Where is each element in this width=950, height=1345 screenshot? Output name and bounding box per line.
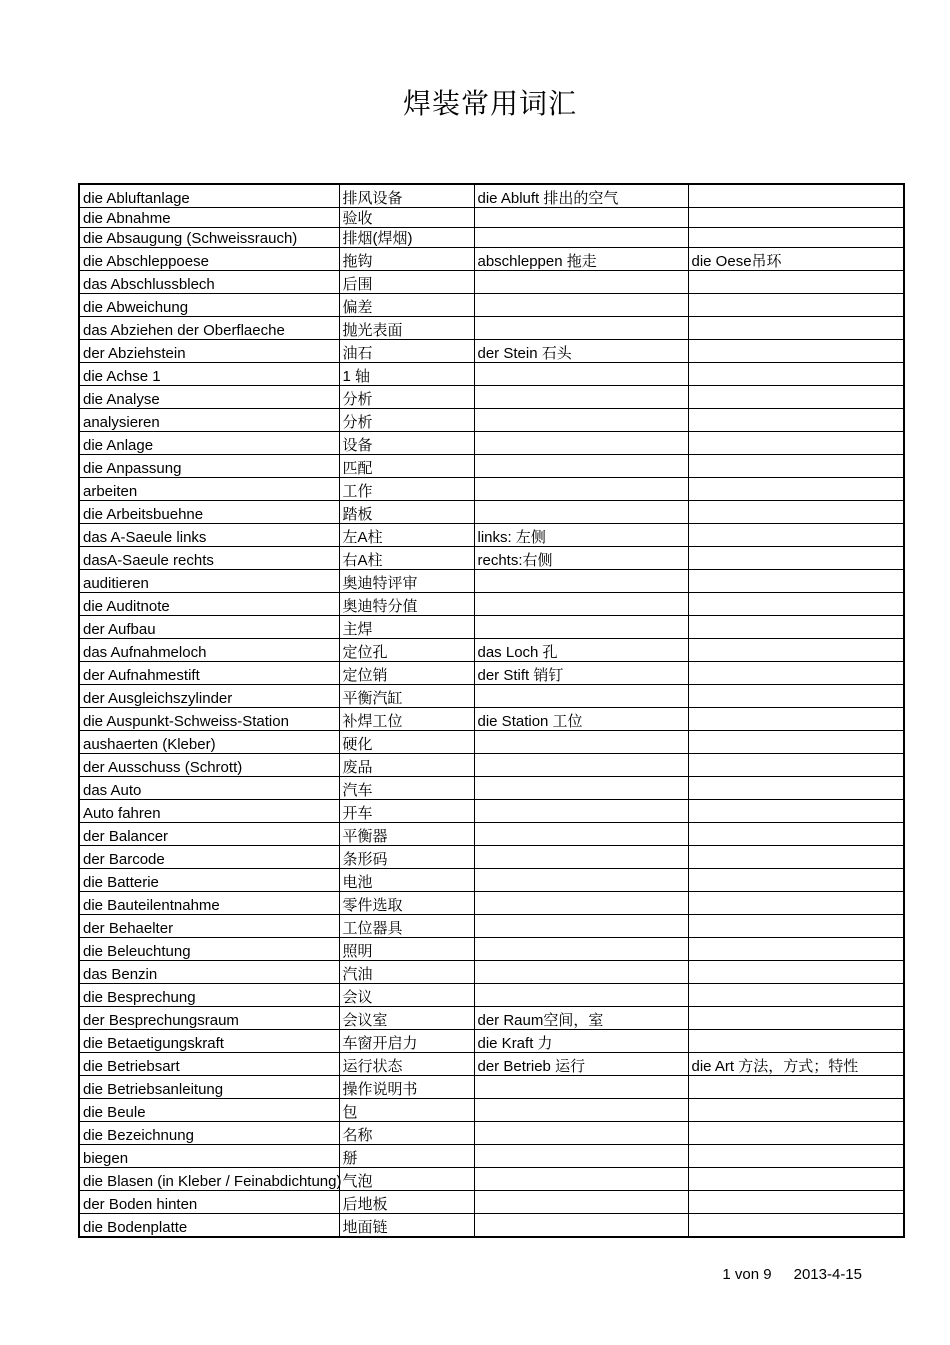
german-term-cell: die Beleuchtung xyxy=(79,938,339,961)
related-term-cell xyxy=(474,1122,688,1145)
table-row xyxy=(79,478,904,501)
german-term-cell: die Betaetigungskraft xyxy=(79,1030,339,1053)
related-term-cell xyxy=(474,409,688,432)
german-term-cell: die Betriebsanleitung xyxy=(79,1076,339,1099)
chinese-translation-cell: 会议室 xyxy=(339,1007,474,1030)
german-term-cell: der Aufnahmestift xyxy=(79,662,339,685)
german-term-cell: das Aufnahmeloch xyxy=(79,639,339,662)
extra-note-cell xyxy=(688,639,904,662)
extra-note-cell xyxy=(688,708,904,731)
chinese-translation-cell: 汽油 xyxy=(339,961,474,984)
german-term-cell: die Abnahme xyxy=(79,208,339,228)
extra-note-cell xyxy=(688,184,904,208)
extra-note-cell xyxy=(688,754,904,777)
chinese-translation-cell: 验收 xyxy=(339,208,474,228)
related-term-cell xyxy=(474,432,688,455)
table-row xyxy=(79,639,904,662)
table-row xyxy=(79,184,904,208)
extra-note-cell xyxy=(688,294,904,317)
table-row xyxy=(79,915,904,938)
chinese-translation-cell: 奥迪特分值 xyxy=(339,593,474,616)
extra-note-cell xyxy=(688,432,904,455)
extra-note-cell xyxy=(688,363,904,386)
extra-note-cell xyxy=(688,823,904,846)
extra-note-cell xyxy=(688,501,904,524)
extra-note-cell: die Art 方法，方式；特性 xyxy=(688,1053,904,1076)
related-term-cell: das Loch 孔 xyxy=(474,639,688,662)
chinese-translation-cell: 废品 xyxy=(339,754,474,777)
chinese-translation-cell: 1 轴 xyxy=(339,363,474,386)
related-term-cell xyxy=(474,317,688,340)
related-term-cell xyxy=(474,754,688,777)
extra-note-cell xyxy=(688,984,904,1007)
german-term-cell: die Abschleppoese xyxy=(79,248,339,271)
chinese-translation-cell: 分析 xyxy=(339,409,474,432)
table-row xyxy=(79,1099,904,1122)
related-term-cell xyxy=(474,1191,688,1214)
related-term-cell xyxy=(474,961,688,984)
chinese-translation-cell: 包 xyxy=(339,1099,474,1122)
related-term-cell xyxy=(474,478,688,501)
chinese-translation-cell: 抛光表面 xyxy=(339,317,474,340)
related-term-cell xyxy=(474,846,688,869)
extra-note-cell xyxy=(688,777,904,800)
extra-note-cell xyxy=(688,1076,904,1099)
extra-note-cell xyxy=(688,616,904,639)
extra-note-cell xyxy=(688,1214,904,1238)
extra-note-cell: die Oese吊环 xyxy=(688,248,904,271)
table-row xyxy=(79,731,904,754)
table-row xyxy=(79,800,904,823)
related-term-cell: die Kraft 力 xyxy=(474,1030,688,1053)
table-row xyxy=(79,547,904,570)
extra-note-cell xyxy=(688,1099,904,1122)
chinese-translation-cell: 后地板 xyxy=(339,1191,474,1214)
related-term-cell xyxy=(474,386,688,409)
related-term-cell: die Abluft 排出的空气 xyxy=(474,184,688,208)
extra-note-cell xyxy=(688,271,904,294)
extra-note-cell xyxy=(688,731,904,754)
page-number: 1 von 9 xyxy=(722,1266,772,1283)
table-row xyxy=(79,593,904,616)
table-row xyxy=(79,662,904,685)
chinese-translation-cell: 电池 xyxy=(339,869,474,892)
extra-note-cell xyxy=(688,662,904,685)
german-term-cell: die Blasen (in Kleber / Feinabdichtung) xyxy=(79,1168,339,1191)
table-row xyxy=(79,340,904,363)
chinese-translation-cell: 设备 xyxy=(339,432,474,455)
chinese-translation-cell: 汽车 xyxy=(339,777,474,800)
german-term-cell: die Batterie xyxy=(79,869,339,892)
extra-note-cell xyxy=(688,1191,904,1214)
extra-note-cell xyxy=(688,1122,904,1145)
german-term-cell: die Bauteilentnahme xyxy=(79,892,339,915)
extra-note-cell xyxy=(688,386,904,409)
related-term-cell xyxy=(474,869,688,892)
german-term-cell: der Balancer xyxy=(79,823,339,846)
table-row xyxy=(79,1145,904,1168)
table-row xyxy=(79,961,904,984)
chinese-translation-cell: 匹配 xyxy=(339,455,474,478)
table-row xyxy=(79,1076,904,1099)
extra-note-cell xyxy=(688,340,904,363)
table-row xyxy=(79,1122,904,1145)
related-term-cell xyxy=(474,616,688,639)
table-row xyxy=(79,869,904,892)
table-row xyxy=(79,1168,904,1191)
chinese-translation-cell: 右A柱 xyxy=(339,547,474,570)
table-row xyxy=(79,616,904,639)
chinese-translation-cell: 会议 xyxy=(339,984,474,1007)
chinese-translation-cell: 排烟(焊烟) xyxy=(339,228,474,248)
german-term-cell: die Analyse xyxy=(79,386,339,409)
extra-note-cell xyxy=(688,915,904,938)
chinese-translation-cell: 地面链 xyxy=(339,1214,474,1238)
related-term-cell xyxy=(474,1099,688,1122)
german-term-cell: das Auto xyxy=(79,777,339,800)
extra-note-cell xyxy=(688,685,904,708)
chinese-translation-cell: 条形码 xyxy=(339,846,474,869)
chinese-translation-cell: 车窗开启力 xyxy=(339,1030,474,1053)
chinese-translation-cell: 硬化 xyxy=(339,731,474,754)
vocabulary-table xyxy=(78,183,905,1238)
table-row xyxy=(79,823,904,846)
chinese-translation-cell: 工作 xyxy=(339,478,474,501)
table-row xyxy=(79,501,904,524)
table-row xyxy=(79,1191,904,1214)
chinese-translation-cell: 名称 xyxy=(339,1122,474,1145)
table-row xyxy=(79,570,904,593)
related-term-cell: abschleppen 拖走 xyxy=(474,248,688,271)
chinese-translation-cell: 定位孔 xyxy=(339,639,474,662)
table-row xyxy=(79,294,904,317)
extra-note-cell xyxy=(688,524,904,547)
page-title: 焊装常用词汇 xyxy=(402,87,577,120)
german-term-cell: arbeiten xyxy=(79,478,339,501)
vocabulary-table-body xyxy=(79,184,904,1237)
table-row xyxy=(79,317,904,340)
extra-note-cell xyxy=(688,892,904,915)
related-term-cell xyxy=(474,1214,688,1238)
table-row xyxy=(79,1030,904,1053)
table-row xyxy=(79,685,904,708)
related-term-cell: die Station 工位 xyxy=(474,708,688,731)
table-row xyxy=(79,208,904,228)
table-row xyxy=(79,248,904,271)
chinese-translation-cell: 排风设备 xyxy=(339,184,474,208)
chinese-translation-cell: 运行状态 xyxy=(339,1053,474,1076)
chinese-translation-cell: 补焊工位 xyxy=(339,708,474,731)
chinese-translation-cell: 开车 xyxy=(339,800,474,823)
chinese-translation-cell: 掰 xyxy=(339,1145,474,1168)
german-term-cell: der Ausgleichszylinder xyxy=(79,685,339,708)
chinese-translation-cell: 后围 xyxy=(339,271,474,294)
extra-note-cell xyxy=(688,1168,904,1191)
table-row xyxy=(79,846,904,869)
german-term-cell: die Bezeichnung xyxy=(79,1122,339,1145)
german-term-cell: die Abluftanlage xyxy=(79,184,339,208)
extra-note-cell xyxy=(688,478,904,501)
related-term-cell xyxy=(474,777,688,800)
related-term-cell xyxy=(474,984,688,1007)
german-term-cell: das A-Saeule links xyxy=(79,524,339,547)
table-row xyxy=(79,984,904,1007)
chinese-translation-cell: 拖钩 xyxy=(339,248,474,271)
related-term-cell: der Betrieb 运行 xyxy=(474,1053,688,1076)
german-term-cell: das Benzin xyxy=(79,961,339,984)
chinese-translation-cell: 左A柱 xyxy=(339,524,474,547)
german-term-cell: die Achse 1 xyxy=(79,363,339,386)
german-term-cell: die Anlage xyxy=(79,432,339,455)
german-term-cell: Auto fahren xyxy=(79,800,339,823)
related-term-cell xyxy=(474,228,688,248)
table-row xyxy=(79,386,904,409)
german-term-cell: die Betriebsart xyxy=(79,1053,339,1076)
related-term-cell xyxy=(474,1076,688,1099)
document-date: 2013-4-15 xyxy=(793,1266,862,1283)
page-footer xyxy=(0,1266,862,1283)
chinese-translation-cell: 照明 xyxy=(339,938,474,961)
extra-note-cell xyxy=(688,846,904,869)
related-term-cell xyxy=(474,915,688,938)
table-row xyxy=(79,938,904,961)
chinese-translation-cell: 奥迪特评审 xyxy=(339,570,474,593)
related-term-cell: der Stift 销钉 xyxy=(474,662,688,685)
table-row xyxy=(79,271,904,294)
related-term-cell xyxy=(474,731,688,754)
related-term-cell xyxy=(474,685,688,708)
table-row xyxy=(79,432,904,455)
german-term-cell: dasA-Saeule rechts xyxy=(79,547,339,570)
table-row xyxy=(79,524,904,547)
chinese-translation-cell: 气泡 xyxy=(339,1168,474,1191)
table-row xyxy=(79,1053,904,1076)
german-term-cell: der Ausschuss (Schrott) xyxy=(79,754,339,777)
table-row xyxy=(79,754,904,777)
extra-note-cell xyxy=(688,317,904,340)
related-term-cell xyxy=(474,593,688,616)
table-row xyxy=(79,409,904,432)
related-term-cell: links: 左侧 xyxy=(474,524,688,547)
table-row xyxy=(79,455,904,478)
related-term-cell xyxy=(474,823,688,846)
german-term-cell: die Anpassung xyxy=(79,455,339,478)
chinese-translation-cell: 工位器具 xyxy=(339,915,474,938)
german-term-cell: analysieren xyxy=(79,409,339,432)
extra-note-cell xyxy=(688,208,904,228)
related-term-cell xyxy=(474,208,688,228)
german-term-cell: die Absaugung (Schweissrauch) xyxy=(79,228,339,248)
german-term-cell: biegen xyxy=(79,1145,339,1168)
table-row xyxy=(79,892,904,915)
german-term-cell: der Aufbau xyxy=(79,616,339,639)
extra-note-cell xyxy=(688,455,904,478)
related-term-cell: der Raum空间，室 xyxy=(474,1007,688,1030)
german-term-cell: der Barcode xyxy=(79,846,339,869)
german-term-cell: die Beule xyxy=(79,1099,339,1122)
extra-note-cell xyxy=(688,1007,904,1030)
related-term-cell: der Stein 石头 xyxy=(474,340,688,363)
german-term-cell: der Besprechungsraum xyxy=(79,1007,339,1030)
german-term-cell: aushaerten (Kleber) xyxy=(79,731,339,754)
extra-note-cell xyxy=(688,869,904,892)
related-term-cell xyxy=(474,892,688,915)
extra-note-cell xyxy=(688,547,904,570)
extra-note-cell xyxy=(688,593,904,616)
german-term-cell: das Abschlussblech xyxy=(79,271,339,294)
table-row xyxy=(79,1007,904,1030)
german-term-cell: die Abweichung xyxy=(79,294,339,317)
german-term-cell: die Arbeitsbuehne xyxy=(79,501,339,524)
related-term-cell xyxy=(474,938,688,961)
german-term-cell: die Auspunkt-Schweiss-Station xyxy=(79,708,339,731)
related-term-cell xyxy=(474,800,688,823)
table-row xyxy=(79,363,904,386)
chinese-translation-cell: 踏板 xyxy=(339,501,474,524)
related-term-cell: rechts:右侧 xyxy=(474,547,688,570)
german-term-cell: die Besprechung xyxy=(79,984,339,1007)
related-term-cell xyxy=(474,271,688,294)
chinese-translation-cell: 平衡器 xyxy=(339,823,474,846)
german-term-cell: der Boden hinten xyxy=(79,1191,339,1214)
extra-note-cell xyxy=(688,1030,904,1053)
extra-note-cell xyxy=(688,1145,904,1168)
extra-note-cell xyxy=(688,800,904,823)
german-term-cell: der Abziehstein xyxy=(79,340,339,363)
extra-note-cell xyxy=(688,570,904,593)
related-term-cell xyxy=(474,455,688,478)
chinese-translation-cell: 偏差 xyxy=(339,294,474,317)
chinese-translation-cell: 主焊 xyxy=(339,616,474,639)
chinese-translation-cell: 平衡汽缸 xyxy=(339,685,474,708)
related-term-cell xyxy=(474,294,688,317)
related-term-cell xyxy=(474,1145,688,1168)
table-row xyxy=(79,228,904,248)
chinese-translation-cell: 分析 xyxy=(339,386,474,409)
german-term-cell: die Bodenplatte xyxy=(79,1214,339,1238)
table-row xyxy=(79,1214,904,1238)
chinese-translation-cell: 定位销 xyxy=(339,662,474,685)
chinese-translation-cell: 零件选取 xyxy=(339,892,474,915)
table-row xyxy=(79,777,904,800)
german-term-cell: die Auditnote xyxy=(79,593,339,616)
related-term-cell xyxy=(474,501,688,524)
related-term-cell xyxy=(474,1168,688,1191)
extra-note-cell xyxy=(688,228,904,248)
extra-note-cell xyxy=(688,938,904,961)
extra-note-cell xyxy=(688,961,904,984)
chinese-translation-cell: 操作说明书 xyxy=(339,1076,474,1099)
extra-note-cell xyxy=(688,409,904,432)
german-term-cell: der Behaelter xyxy=(79,915,339,938)
related-term-cell xyxy=(474,570,688,593)
german-term-cell: das Abziehen der Oberflaeche xyxy=(79,317,339,340)
related-term-cell xyxy=(474,363,688,386)
chinese-translation-cell: 油石 xyxy=(339,340,474,363)
table-row xyxy=(79,708,904,731)
german-term-cell: auditieren xyxy=(79,570,339,593)
